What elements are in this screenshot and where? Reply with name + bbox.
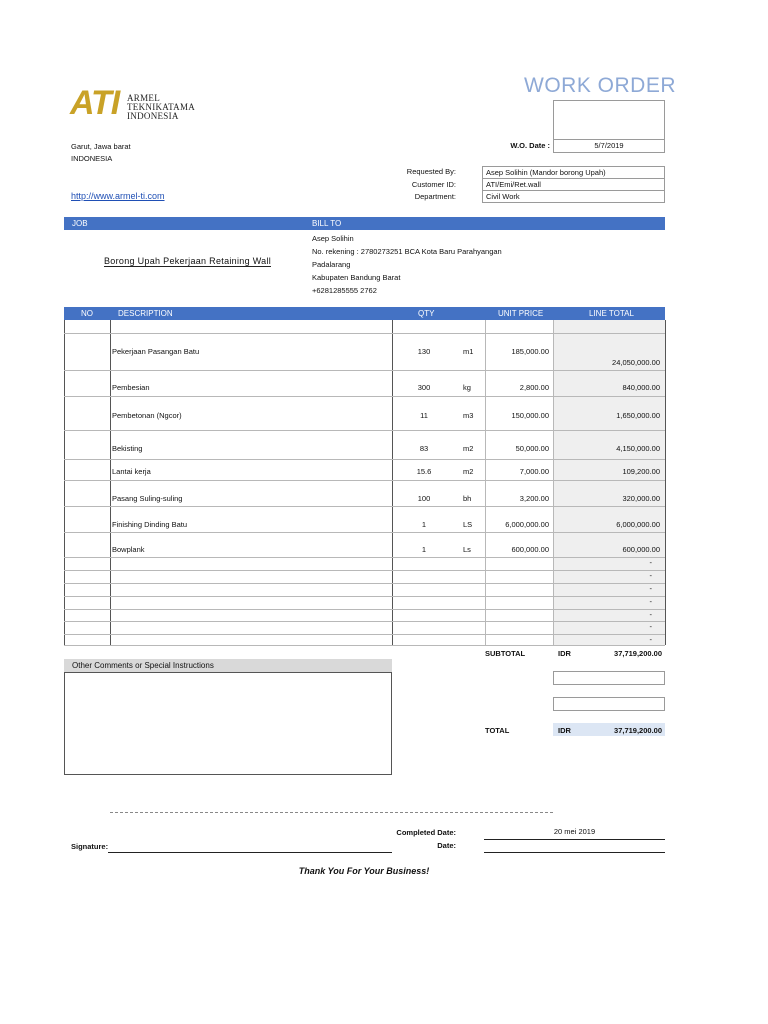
requested-by-label: Requested By: <box>406 167 456 176</box>
item-line-total: 840,000.00 <box>622 383 660 392</box>
item-unit-price: 7,000.00 <box>519 467 549 476</box>
bill-to-block <box>312 232 502 297</box>
item-unit-price: 6,000,000.00 <box>505 520 549 529</box>
item-unit: kg <box>463 383 471 392</box>
item-qty: 1 <box>421 520 427 529</box>
table-row-line <box>64 480 665 481</box>
item-qty: 300 <box>417 383 431 392</box>
empty-line-total: - <box>649 610 652 619</box>
company-name <box>127 94 195 121</box>
bill-to-line: Padalarang <box>312 260 351 269</box>
table-row-line <box>64 370 665 371</box>
item-line-total: 6,000,000.00 <box>616 520 660 529</box>
item-unit: m2 <box>463 467 474 476</box>
item-unit: m3 <box>463 411 474 420</box>
subtotal-currency: IDR <box>558 649 571 658</box>
item-unit-price: 3,200.00 <box>519 494 549 503</box>
item-qty: 130 <box>417 347 431 356</box>
table-row-line <box>64 333 665 334</box>
job-header: JOB <box>72 219 88 228</box>
table-row-line <box>64 506 665 507</box>
empty-line-total: - <box>649 571 652 580</box>
item-unit-price: 185,000.00 <box>511 347 549 356</box>
empty-line-total: - <box>649 622 652 631</box>
dashed-separator <box>110 812 553 813</box>
bill-to-line: Asep Solihin <box>312 234 354 243</box>
requested-by-field[interactable]: Asep Solihin (Mandor borong Upah) <box>482 166 665 179</box>
table-row-line <box>64 459 665 460</box>
thanks-message: Thank You For Your Business! <box>298 866 430 876</box>
bill-to-line: Kabupaten Bandung Barat <box>312 273 401 282</box>
comments-header-text: Other Comments or Special Instructions <box>72 661 214 670</box>
tax-field[interactable] <box>553 671 665 685</box>
item-description: Lantai kerja <box>112 467 151 476</box>
item-description: Finishing Dinding Batu <box>112 520 188 529</box>
completed-date-label: Completed Date: <box>396 828 456 837</box>
empty-line-total: - <box>649 597 652 606</box>
col-header-no: NO <box>81 309 93 318</box>
item-unit-price: 2,800.00 <box>519 383 549 392</box>
company-address-line1: Garut, Jawa barat <box>71 142 131 151</box>
item-qty: 11 <box>420 411 428 420</box>
item-unit: LS <box>463 520 473 529</box>
customer-id-field[interactable]: ATI/Emi/Ret.wall <box>482 178 665 191</box>
col-header-unit-price: UNIT PRICE <box>498 309 544 318</box>
item-line-total: 109,200.00 <box>622 467 660 476</box>
item-description: Bowplank <box>112 545 145 554</box>
item-unit: Ls <box>463 545 471 554</box>
customer-id-label: Customer ID: <box>411 180 456 189</box>
completed-date-field[interactable]: 20 mei 2019 <box>484 827 665 840</box>
item-line-total: 320,000.00 <box>622 494 660 503</box>
signature-label: Signature: <box>71 842 109 851</box>
company-name-line: INDONESIA <box>127 111 179 121</box>
company-logo <box>70 84 119 123</box>
comments-textarea[interactable] <box>64 672 392 775</box>
item-description: Pembesian <box>112 383 150 392</box>
bill-to-line: No. rekening : 2780273251 BCA Kota Baru Parahyangan <box>312 247 502 256</box>
item-unit-price: 150,000.00 <box>511 411 549 420</box>
item-qty: 100 <box>417 494 431 503</box>
table-row-line <box>64 645 665 646</box>
department-field[interactable]: Civil Work <box>482 190 665 203</box>
item-line-total: 4,150,000.00 <box>616 444 660 453</box>
subtotal-value: 37,719,200.00 <box>614 649 662 658</box>
item-description: Pasang Suling-suling <box>112 494 183 503</box>
signature-field[interactable] <box>108 840 392 853</box>
item-description: Pembetonan (Ngcor) <box>112 411 182 420</box>
item-unit-price: 600,000.00 <box>511 545 549 554</box>
company-website-link[interactable]: http://www.armel-ti.com <box>71 191 165 201</box>
item-unit: m1 <box>463 347 474 356</box>
bill-to-line: +6281285555 2762 <box>312 286 377 295</box>
bill-to-header: BILL TO <box>312 219 342 228</box>
company-address-line2: INDONESIA <box>71 154 113 163</box>
item-unit: bh <box>463 494 472 503</box>
item-description: Bekisting <box>112 444 143 453</box>
other-field[interactable] <box>553 697 665 711</box>
subtotal-label: SUBTOTAL <box>485 649 526 658</box>
job-billto-header-bar <box>64 217 665 230</box>
company-name-line: ARMEL <box>127 93 160 103</box>
item-line-total: 24,050,000.00 <box>612 358 660 367</box>
department-label: Department: <box>414 192 456 201</box>
table-column-line <box>665 320 666 645</box>
date-field[interactable] <box>484 840 665 853</box>
company-name-line: TEKNIKATAMA <box>127 102 196 112</box>
comments-header <box>64 659 392 672</box>
item-description: Pekerjaan Pasangan Batu <box>112 347 200 356</box>
empty-line-total: - <box>649 635 652 644</box>
item-line-total: 600,000.00 <box>622 545 660 554</box>
table-row-line <box>64 430 665 431</box>
title-box <box>553 100 665 140</box>
job-title: Borong Upah Pekerjaan Retaining Wall <box>104 256 272 266</box>
document-title: WORK ORDER <box>524 74 676 97</box>
col-header-description: DESCRIPTION <box>118 309 173 318</box>
wo-date-label: W.O. Date : <box>510 141 550 150</box>
empty-line-total: - <box>649 584 652 593</box>
date-label: Date: <box>437 841 456 850</box>
item-line-total: 1,650,000.00 <box>616 411 660 420</box>
table-row-line <box>64 396 665 397</box>
col-header-line-total: LINE TOTAL <box>589 309 634 318</box>
col-header-qty: QTY <box>418 309 435 318</box>
wo-date-field[interactable]: 5/7/2019 <box>553 139 665 153</box>
total-currency: IDR <box>558 726 571 735</box>
logo-mark: ATI <box>70 84 120 122</box>
total-value: 37,719,200.00 <box>614 726 662 735</box>
total-label: TOTAL <box>485 726 510 735</box>
table-row-line <box>64 532 665 533</box>
item-unit-price: 50,000.00 <box>515 444 549 453</box>
item-qty: 15.6 <box>416 467 432 476</box>
item-qty: 83 <box>419 444 429 453</box>
item-unit: m2 <box>463 444 474 453</box>
item-qty: 1 <box>421 545 427 554</box>
empty-line-total: - <box>649 558 652 567</box>
